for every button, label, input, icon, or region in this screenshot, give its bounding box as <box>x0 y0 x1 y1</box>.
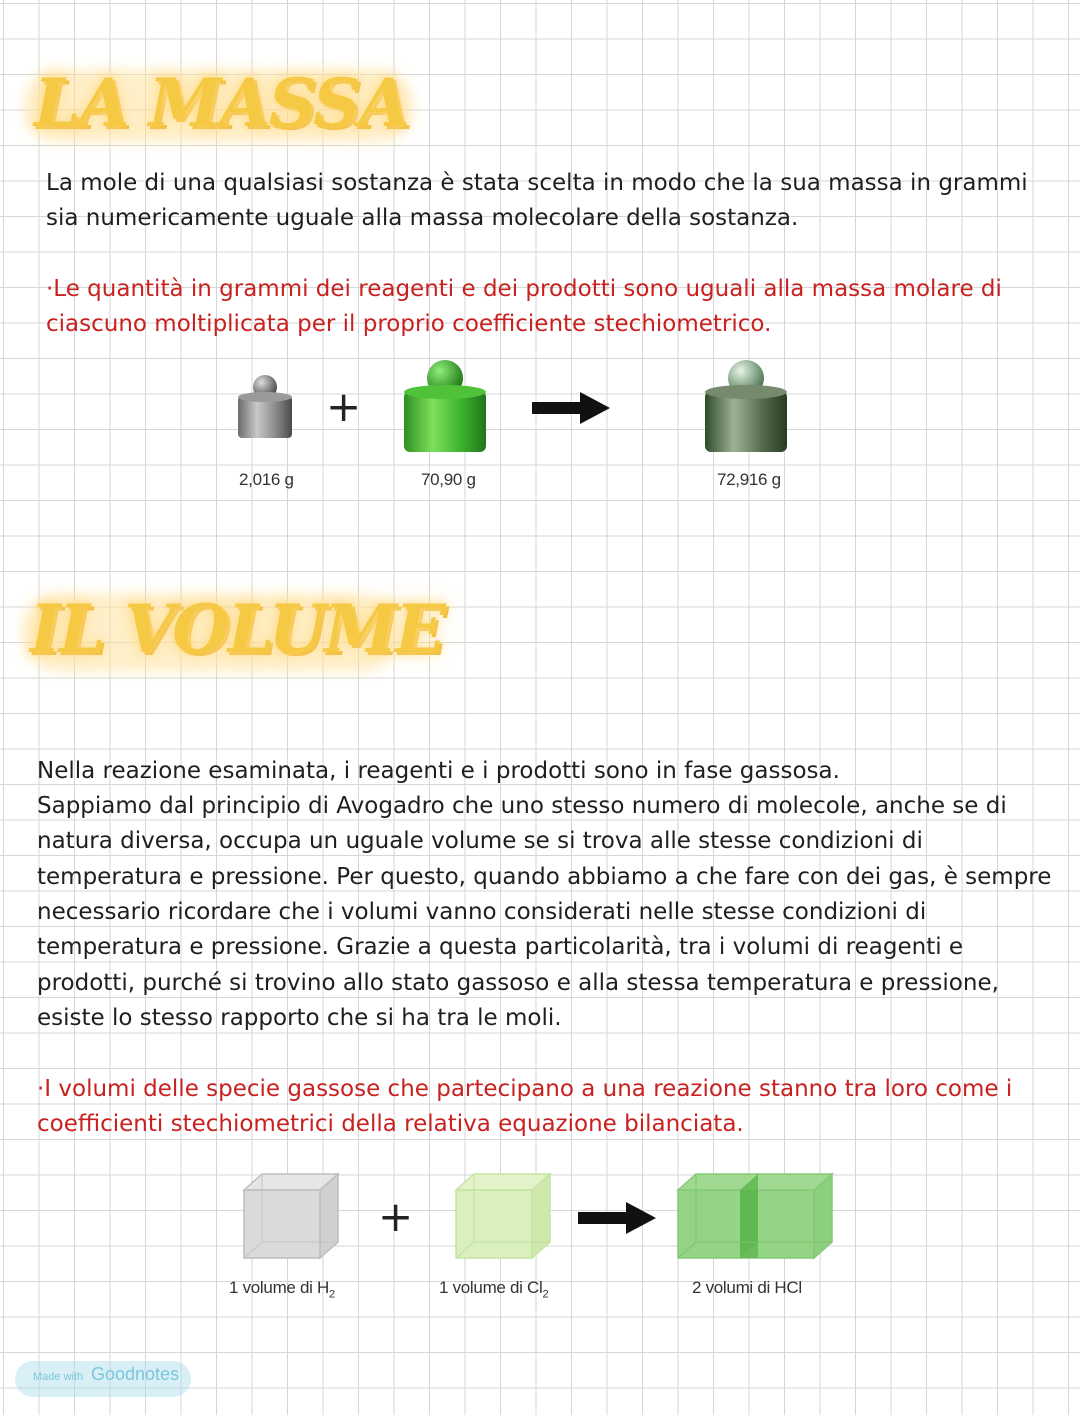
mass-label-hcl: 72,916 g <box>717 470 781 489</box>
volume-paragraph-line-6: temperatura e pressione. Grazie a questa particolarità, tra i volumi di reagenti e <box>37 934 964 960</box>
volume-paragraph-line-4: temperatura e pressione. Per questo, quando abbiamo a che fare con dei gas, è sempre <box>37 864 1052 890</box>
volume-paragraph-line-2: Sappiamo dal principio di Avogadro che uno stesso numero di molecole, anche se di <box>37 793 1007 819</box>
volume-paragraph-line-1: Nella reazione esaminata, i reagenti e i prodotti sono in fase gassosa. <box>37 758 840 784</box>
mass-rule-line-2: ciascuno moltiplicata per il proprio coefficiente stechiometrico. <box>46 311 772 337</box>
reaction-arrow-volume-icon <box>578 1200 656 1236</box>
volume-paragraph-line-5: necessario ricordare che i volumi vanno considerati nelle stesse condizioni di <box>37 899 927 925</box>
cube-grey-icon <box>240 1172 342 1264</box>
mass-rule-line-1: ·Le quantità in grammi dei reagenti e dei prodotti sono uguali alla massa molare di <box>46 276 1002 302</box>
volume-label-cl2: 1 volume di $Cl_2$ <box>439 1278 549 1301</box>
cube-lightgreen-icon <box>452 1172 554 1264</box>
volume-label-h2: 1 volume di $H_2$ <box>229 1278 335 1301</box>
weight-grey-icon <box>232 372 298 444</box>
goodnotes-watermark <box>15 1361 191 1397</box>
reaction-arrow-icon <box>532 390 610 426</box>
mass-paragraph-line-1: La mole di una qualsiasi sostanza è stata scelta in modo che la sua massa in grammi <box>46 170 1028 196</box>
plus-sign-mass: + <box>326 382 362 431</box>
volume-label-hcl: 2 volumi di HCl <box>692 1278 802 1297</box>
weight-product-icon <box>700 358 792 456</box>
volume-paragraph-line-7: prodotti, purché si trovino allo stato gassoso e alla stessa temperatura e pressione, <box>37 970 999 996</box>
section-title-volume: IL VOLUME <box>30 590 444 668</box>
made-with-text: Made with <box>33 1371 84 1383</box>
volume-paragraph-line-3: natura diversa, occupa un uguale volume se si trova alle stesse condizioni di <box>37 828 923 854</box>
mass-paragraph-line-2: sia numericamente uguale alla massa molecolare della sostanza. <box>46 205 799 231</box>
weight-green-icon <box>400 358 490 456</box>
mass-label-cl2: 70,90 g <box>421 470 476 489</box>
cube-double-green-icon <box>674 1172 836 1264</box>
volume-paragraph-line-8: esiste lo stesso rapporto che si ha tra le moli. <box>37 1005 562 1031</box>
volume-rule-line-1: ·I volumi delle specie gassose che partecipano a una reazione stanno tra loro come i <box>37 1076 1013 1102</box>
section-title-mass: LA MASSA <box>34 64 408 142</box>
mass-label-h2: 2,016 g <box>239 470 294 489</box>
plus-sign-volume: + <box>378 1192 414 1241</box>
volume-rule-line-2: coefficienti stechiometrici della relativa equazione bilanciata. <box>37 1111 744 1137</box>
goodnotes-brand-text: Goodnotes <box>91 1364 180 1384</box>
